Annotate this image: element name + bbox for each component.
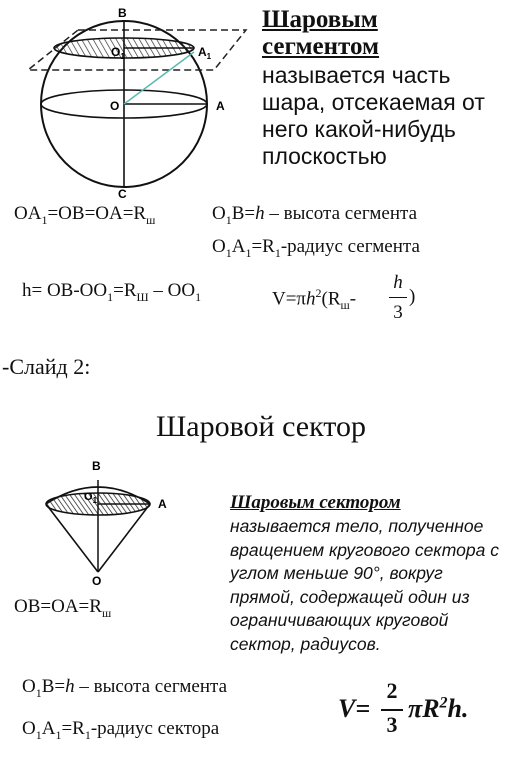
segment-desc-line: плоскостью (262, 143, 387, 169)
slide-label: -Слайд 2: (2, 354, 91, 379)
formula-volume-sector: V= 2 3 $\pi R^2h$. (338, 678, 469, 737)
formula-o1a1-2: $O_1A_1=R_1$-радиус сектора (22, 718, 220, 742)
segment-desc-line: него какой-нибудь (262, 116, 456, 142)
sphere-segment-figure (18, 0, 263, 200)
formula-o1b: $O_1B=h$ – высота сегмента (212, 203, 417, 227)
label-b: B (118, 6, 127, 20)
label-c: C (118, 187, 127, 200)
radius-oa1 (124, 52, 194, 104)
sector-title: Шаровым сектором (230, 492, 401, 513)
segment-title-line2: сегментом (262, 33, 380, 60)
sector-desc-line: сектор, радиусов. (230, 633, 381, 654)
sector-desc-line: прямой, содержащей один из (230, 586, 470, 607)
label-o: O (110, 99, 120, 113)
label-a2: A (158, 497, 167, 511)
sector-heading: Шаровой сектор (156, 410, 366, 443)
formula-o1b-2: $O_1B=h$ – высота сегмента (22, 676, 227, 700)
label-a: A (216, 99, 225, 113)
segment-title (262, 6, 379, 60)
segment-desc-line: называется часть (262, 62, 451, 88)
sector-desc-line: называется тело, полученное (230, 516, 484, 536)
segment-desc-line: шара, отсекаемая от (262, 89, 485, 115)
label-o2: O (92, 574, 102, 588)
sector-desc-line: вращением кругового сектора с (230, 539, 499, 560)
segment-description (262, 62, 485, 170)
formula-o1a1: $O_1A_1=R_1$-радиус сегмента (212, 236, 420, 260)
label-o1: $O_1$ (111, 45, 125, 61)
sector-description (230, 515, 499, 656)
sphere-sector-figure (38, 450, 188, 590)
formula-oa1: $OA_1=OB=OA=R_ш$ (14, 203, 156, 227)
sector-desc-line: ограничивающих круговой (230, 610, 449, 630)
sector-desc-line: углом меньше 90°, вокруг (230, 563, 443, 583)
segment-title-line1: Шаровым (262, 6, 378, 33)
formula-h: $h= OB-OO_1=R_Ш - OO_1$ (22, 280, 202, 304)
label-b2: B (92, 459, 101, 473)
label-o1-2: $O_1$ (84, 491, 98, 505)
formula-ob: $OB=OA=R_ш$ (14, 596, 112, 620)
label-a1: $A_1$ (198, 45, 212, 61)
